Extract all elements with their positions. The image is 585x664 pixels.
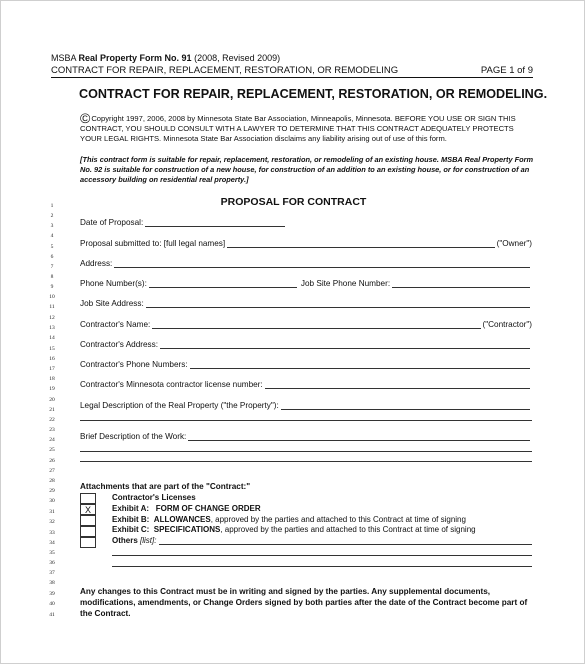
running-header	[51, 65, 533, 78]
job-phone-label: Job Site Phone Number:	[300, 279, 391, 288]
line-number: 39	[49, 591, 55, 597]
date-of-proposal-row	[80, 217, 532, 227]
line-number: 35	[49, 550, 55, 556]
line-number: 24	[49, 437, 55, 443]
exhibit-b-text: , approved by the parties and attached to this Contract at time of signing	[210, 515, 466, 524]
licenses-checkbox[interactable]	[80, 493, 96, 504]
brief-description-row	[80, 431, 532, 441]
submitted-to-label: Proposal submitted to: [full legal names]	[80, 239, 226, 248]
others-list-label: [list]:	[140, 536, 157, 545]
others-field[interactable]	[159, 536, 532, 545]
line-number: 2	[50, 213, 54, 219]
exhibit-c-text: , approved by the parties and attached to this Contract at time of signing	[220, 525, 476, 534]
license-field[interactable]	[265, 380, 530, 389]
contractor-address-row	[80, 339, 532, 349]
line-number: 16	[49, 356, 55, 362]
line-number: 41	[49, 612, 55, 618]
line-number: 20	[49, 397, 55, 403]
contractor-phone-row	[80, 359, 532, 369]
address-field[interactable]	[114, 259, 530, 268]
form-identifier	[51, 53, 280, 63]
exhibit-c-label: Exhibit C:	[112, 525, 150, 534]
line-number: 40	[49, 601, 55, 607]
line-number: 37	[49, 570, 55, 576]
others-label: Others	[112, 536, 138, 545]
copyright-icon: ©	[80, 110, 91, 126]
line-number: 25	[49, 447, 55, 453]
exhibit-a-item	[112, 504, 261, 513]
exhibit-a-text: FORM OF CHANGE ORDER	[155, 504, 261, 513]
line-number: 31	[49, 509, 55, 515]
others-line-3[interactable]	[112, 566, 532, 567]
suitability-note: [This contract form is suitable for repair, replacement, restoration, or remodeling of an existing house. MSBA Real Property Form No. 92 is suitable for construction of a new house, for construction of an addition to an existing house, or for construction of an accessory building on residential real property.]	[80, 155, 534, 184]
contractor-address-label: Contractor's Address:	[80, 340, 159, 349]
header-subtitle: CONTRACT FOR REPAIR, REPLACEMENT, RESTORATION, OR REMODELING	[51, 65, 399, 76]
contractor-phone-label: Contractor's Phone Numbers:	[80, 360, 188, 369]
contractor-suffix: ("Contractor")	[482, 320, 532, 329]
phone-row	[80, 278, 532, 288]
line-number: 9	[50, 284, 54, 290]
exhibit-a-checkbox[interactable]: X	[80, 504, 96, 515]
licenses-item	[112, 493, 196, 502]
exhibit-a-label: Exhibit A:	[112, 504, 150, 513]
phone-label: Phone Number(s):	[80, 279, 147, 288]
licenses-label: Contractor's Licenses	[112, 493, 196, 502]
line-number: 34	[49, 540, 55, 546]
exhibit-c-bold: SPECIFICATIONS	[153, 525, 221, 534]
form-dates: (2008, Revised 2009)	[194, 53, 281, 63]
line-number: 11	[49, 304, 55, 310]
exhibit-c-item	[112, 525, 476, 534]
line-number: 29	[49, 488, 55, 494]
page-bottom-fade	[1, 619, 585, 664]
brief-description-line-3[interactable]	[80, 461, 532, 462]
line-number: 38	[49, 580, 55, 586]
exhibit-b-checkbox[interactable]	[80, 515, 96, 526]
submitted-to-row	[80, 238, 532, 248]
address-row	[80, 258, 532, 268]
license-label: Contractor's Minnesota contractor license number:	[80, 380, 263, 389]
job-address-label: Job Site Address:	[80, 299, 144, 308]
license-row	[80, 379, 532, 389]
legal-description-line-2[interactable]	[80, 420, 532, 421]
job-phone-field[interactable]	[392, 279, 530, 288]
line-number: 21	[49, 407, 55, 413]
others-checkbox[interactable]	[80, 537, 96, 548]
line-number: 22	[49, 417, 55, 423]
line-number: 6	[50, 254, 54, 260]
line-number: 26	[49, 458, 55, 464]
line-number: 23	[49, 427, 55, 433]
line-number: 12	[49, 315, 55, 321]
line-number: 13	[49, 325, 55, 331]
line-number: 4	[50, 233, 54, 239]
exhibit-c-checkbox[interactable]	[80, 526, 96, 537]
contractor-name-field[interactable]	[152, 320, 480, 329]
form-prefix: MSBA	[51, 53, 77, 63]
form-name: Real Property Form No. 91	[78, 53, 192, 63]
legal-description-row	[80, 400, 532, 410]
line-number: 28	[49, 478, 55, 484]
exhibit-b-bold: ALLOWANCES	[153, 515, 211, 524]
legal-description-label: Legal Description of the Real Property ("the Property"):	[80, 401, 279, 410]
line-number: 1	[50, 203, 54, 209]
job-address-field[interactable]	[146, 299, 530, 308]
others-row	[112, 536, 532, 545]
address-label: Address:	[80, 259, 113, 268]
exhibit-b-label: Exhibit B:	[112, 515, 150, 524]
line-number: 15	[49, 346, 55, 352]
copyright-notice	[80, 110, 534, 144]
line-number: 32	[49, 519, 55, 525]
document-title: CONTRACT FOR REPAIR, REPLACEMENT, RESTORATION, OR REMODELING.	[79, 87, 548, 101]
owner-suffix: ("Owner")	[496, 239, 532, 248]
phone-field[interactable]	[149, 279, 297, 288]
brief-description-field[interactable]	[188, 432, 530, 441]
brief-description-label: Brief Description of the Work:	[80, 432, 187, 441]
owner-names-field[interactable]	[227, 239, 494, 248]
brief-description-line-2[interactable]	[80, 451, 532, 452]
job-address-row	[80, 298, 532, 308]
contractor-phone-field[interactable]	[190, 360, 530, 369]
legal-description-field[interactable]	[281, 401, 530, 410]
line-number: 17	[49, 366, 55, 372]
line-number: 10	[49, 294, 55, 300]
contractor-address-field[interactable]	[160, 340, 530, 349]
exhibit-b-item	[112, 515, 466, 524]
line-number: 19	[49, 386, 55, 392]
line-number: 5	[50, 244, 54, 250]
line-number: 27	[49, 468, 55, 474]
page-number: PAGE 1 of 9	[480, 65, 533, 76]
contractor-name-row	[80, 319, 532, 329]
line-number: 33	[49, 530, 55, 536]
line-number: 8	[50, 274, 54, 280]
date-field[interactable]	[145, 218, 285, 227]
contractor-name-label: Contractor's Name:	[80, 320, 151, 329]
line-number: 14	[49, 335, 55, 341]
copyright-text: Copyright 1997, 2006, 2008 by Minnesota State Bar Association, Minneapolis, Minnesota. BEFORE YOU USE OR SIGN THIS CONTRACT, YOU SHOULD CONSULT WITH A LAWYER TO DETERMINE THAT THIS CONTRACT ADEQUATELY PROTECTS YOUR LEGAL RIGHTS. Minnesota State Bar Association disclaims any liability arising out of use of this form.	[80, 114, 516, 143]
date-label: Date of Proposal:	[80, 218, 144, 227]
proposal-title: PROPOSAL FOR CONTRACT	[220, 196, 367, 208]
line-number: 36	[49, 560, 55, 566]
line-number: 7	[50, 264, 54, 270]
changes-paragraph: Any changes to this Contract must be in writing and signed by the parties. Any supplemental documents, modifications, amendments, or Change Orders signed by both parties after the date of the Contract become part of the Contract.	[80, 587, 528, 618]
line-number: 3	[50, 223, 54, 229]
line-number: 18	[49, 376, 55, 382]
line-number: 30	[49, 498, 55, 504]
others-line-2[interactable]	[112, 555, 532, 556]
attachments-heading: Attachments that are part of the "Contract:"	[80, 482, 251, 491]
